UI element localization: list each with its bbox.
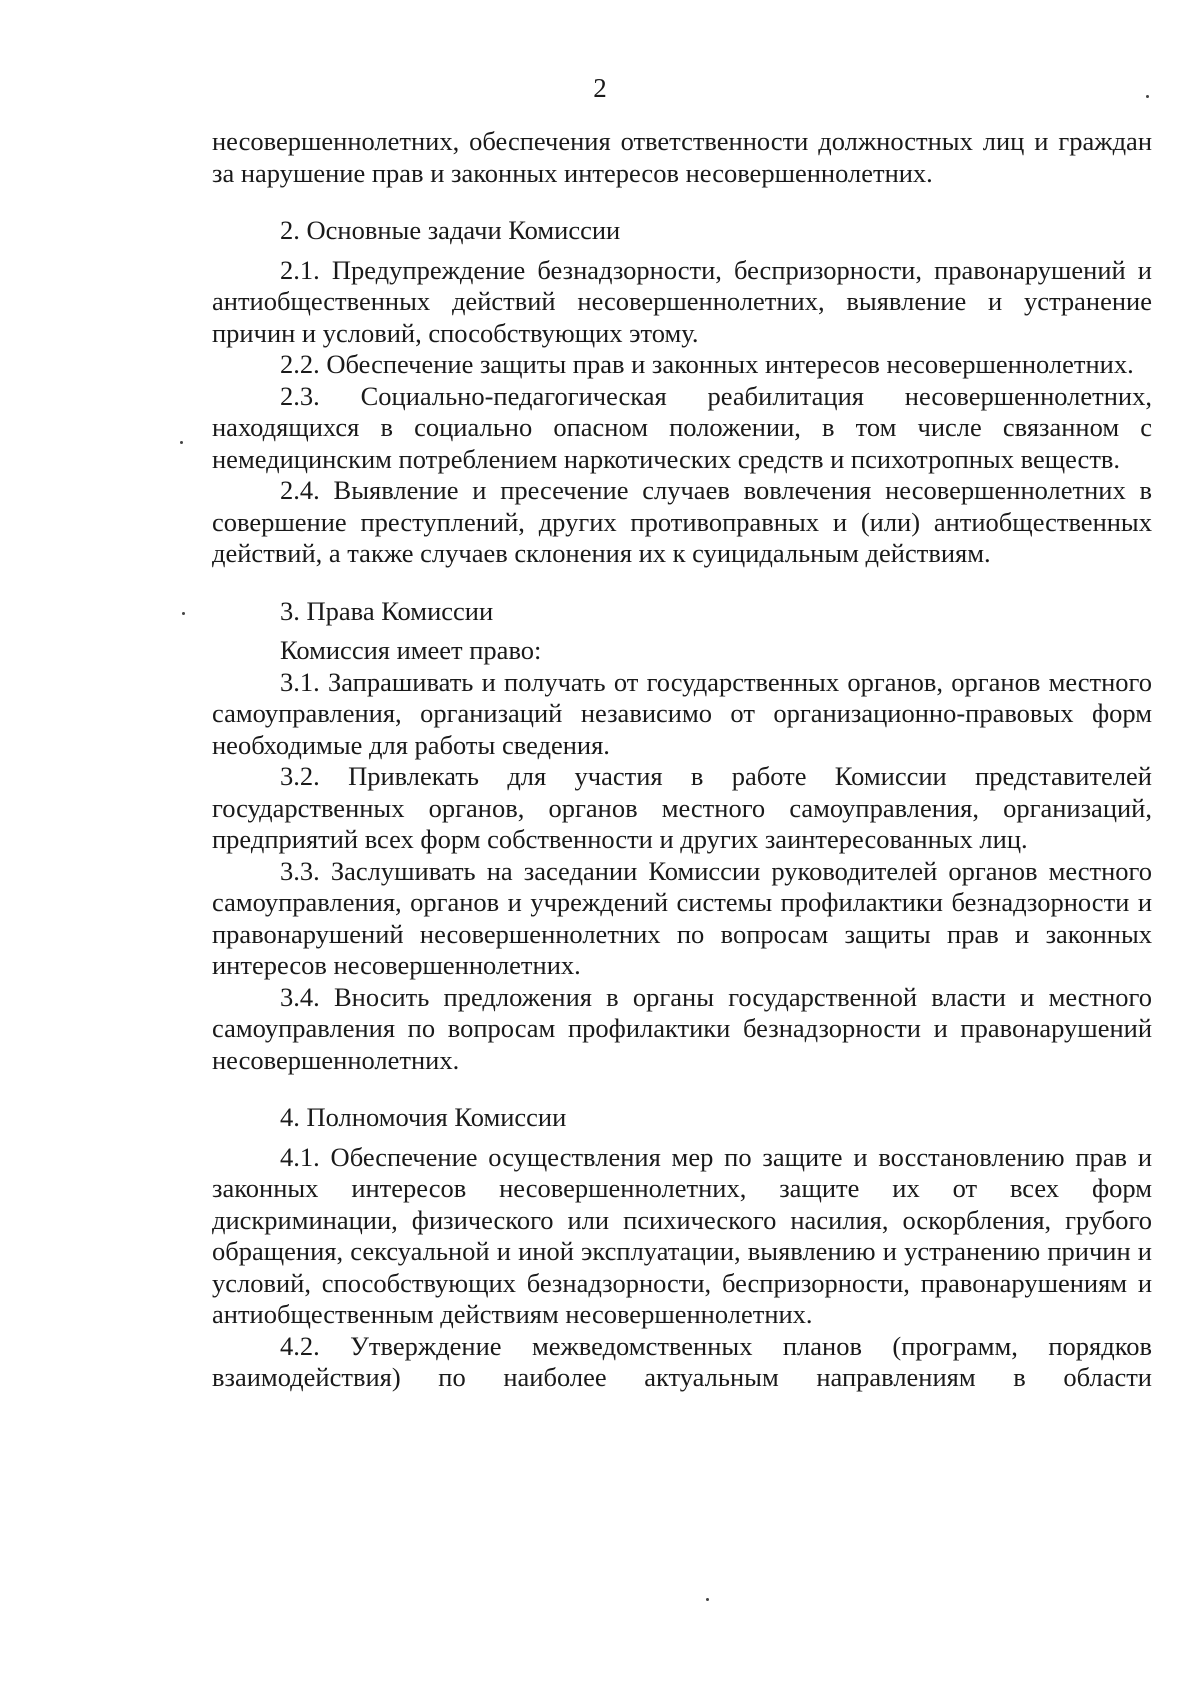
paragraph-3-4: 3.4. Вносить предложения в органы государственной власти и местного самоуправления по вопросам профилактики безнадзорности и правонарушений несовершеннолетних. bbox=[212, 981, 1152, 1075]
paragraph-2-1: 2.1. Предупреждение безнадзорности, беспризорности, правонарушений и антиобщественных действий несовершеннолетних, выявление и устранение причин и условий, способствующих этому. bbox=[212, 254, 1152, 348]
paragraph-4-2: 4.2. Утверждение межведомственных планов (программ, порядков взаимодействия) по наиболее актуальным направлениям в области bbox=[212, 1330, 1152, 1392]
paragraph-2-4: 2.4. Выявление и пресечение случаев вовлечения несовершеннолетних в совершение преступлений, других противоправных и (или) антиобщественных действий, а также случаев склонения их к суицидальным действиям. bbox=[212, 475, 1152, 568]
paragraph-3-1: 3.1. Запрашивать и получать от государственных органов, органов местного самоуправления, организаций независимо от организационно-правовых форм необходимые для работы сведения. bbox=[212, 666, 1152, 760]
paragraph-continuation: несовершеннолетних, обеспечения ответственности должностных лиц и граждан за нарушение прав и законных интересов несовершеннолетних. bbox=[212, 126, 1152, 188]
paragraph-3-intro: Комиссия имеет право: bbox=[280, 635, 542, 665]
scan-speck bbox=[180, 441, 183, 444]
paragraph-4-1: 4.1. Обеспечение осуществления мер по защите и восстановлению прав и законных интересов несовершеннолетних, защите их от всех форм дискриминации, физического или психического насилия, оскорбления, грубого обращения, сексуальной и иной эксплуатации, выявлению и устранению причин и условий, способствующих безнадзорности, беспризорности, правонарушениям и антиобщественным действиям несовершеннолетних. bbox=[212, 1141, 1152, 1329]
section-heading-4: 4. Полномочия Комиссии bbox=[280, 1102, 567, 1132]
scan-speck bbox=[182, 612, 185, 615]
paragraph-2-2: 2.2. Обеспечение защиты прав и законных интересов несовершеннолетних. bbox=[280, 349, 1134, 379]
paragraph-3-3: 3.3. Заслушивать на заседании Комиссии руководителей органов местного самоуправления, органов и учреждений системы профилактики безнадзорности и правонарушений несовершеннолетних по вопросам защиты прав и законных интересов несовершеннолетних. bbox=[212, 855, 1152, 980]
section-heading-2: 2. Основные задачи Комиссии bbox=[280, 215, 621, 245]
section-heading-3: 3. Права Комиссии bbox=[280, 595, 494, 626]
scan-speck bbox=[706, 1598, 709, 1601]
paragraph-3-2: 3.2. Привлекать для участия в работе Комиссии представителей государственных органов, органов местного самоуправления, организаций, предприятий всех форм собственности и других заинтересованных лиц. bbox=[212, 761, 1152, 854]
scan-speck bbox=[1146, 95, 1149, 98]
page-number: 2 bbox=[593, 73, 607, 103]
document-body bbox=[212, 126, 1152, 1394]
paragraph-2-3: 2.3. Социально-педагогическая реабилитация несовершеннолетних, находящихся в социально опасном положении, в том числе связанном с немедицинским потреблением наркотических средств и психотропных веществ. bbox=[212, 380, 1152, 474]
